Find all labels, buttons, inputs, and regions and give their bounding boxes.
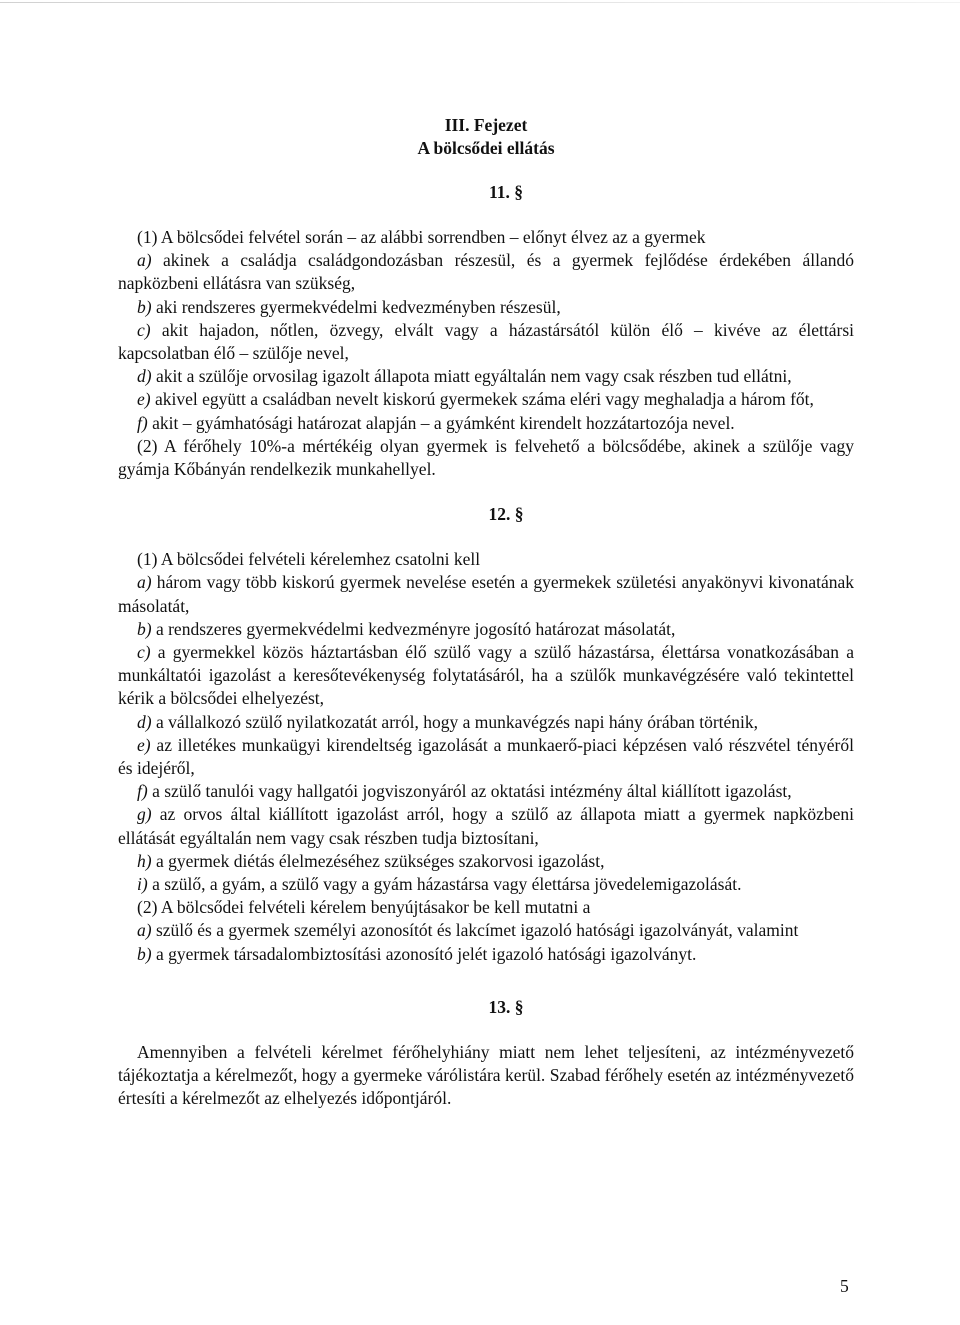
item-letter: c) bbox=[137, 642, 151, 663]
list-item-12-1-f bbox=[118, 780, 854, 803]
chapter-title: A bölcsődei ellátás bbox=[417, 138, 555, 158]
item-text: a gyermek diétás élelmezéséhez szükséges szakorvosi igazolást, bbox=[151, 850, 605, 871]
list-item-12-1-d bbox=[118, 711, 854, 734]
item-text: aki rendszeres gyermekvédelmi kedvezményben részesül, bbox=[151, 296, 561, 317]
item-letter: b) bbox=[137, 943, 152, 964]
list-item-11-1-d bbox=[118, 365, 854, 388]
section-heading-11: 11. § bbox=[488, 182, 524, 202]
item-letter: b) bbox=[137, 618, 152, 639]
list-item-11-1-c bbox=[118, 319, 854, 365]
item-text: szülő és a gyermek személyi azonosítót és lakcímet igazoló hatósági igazolványát, valamint bbox=[151, 920, 799, 941]
item-text: három vagy több kiskorú gyermek nevelése esetén a gyermekek születési anyakönyvi kivonatának másolatát, bbox=[118, 572, 854, 616]
item-letter: a) bbox=[137, 920, 152, 941]
item-text: akivel együtt a családban nevelt kiskorú gyermekek száma eléri vagy meghaladja a három főt, bbox=[150, 389, 814, 410]
item-letter: e) bbox=[137, 389, 151, 410]
list-item-12-2-b bbox=[118, 943, 854, 966]
item-text: akit – gyámhatósági határozat alapján – a gyámként kirendelt hozzátartozója nevel. bbox=[147, 412, 735, 433]
item-text: akit hajadon, nőtlen, özvegy, elvált vagy a házastársától külön élő – kivéve az élettársi kapcsolatban élő – szülője nevel, bbox=[118, 319, 854, 364]
item-letter: a) bbox=[137, 572, 152, 593]
list-item-12-1-a bbox=[118, 571, 854, 617]
item-text: a szülő, a gyám, a szülő vagy a gyám házastársa vagy élettársa jövedelemigazolását. bbox=[147, 874, 742, 895]
item-text: akit a szülője orvosilag igazolt állapota miatt egyáltalán nem vagy csak részben tud ellátni, bbox=[151, 366, 792, 387]
paragraph-13: Amennyiben a felvételi kérelmet férőhelyhiány miatt nem lehet teljesíteni, az intézményvezető tájékoztatja a kérelmezőt, hogy a gyermeke várólistára kerül. Szabad férőhely esetén az intézményvezető értesíti a kérelmezőt az elhelyezés időpontjáról. bbox=[118, 1041, 854, 1109]
item-text: a gyermek társadalombiztosítási azonosító jelét igazoló hatósági igazolványt. bbox=[151, 943, 697, 964]
item-letter: b) bbox=[137, 296, 152, 317]
list-item-12-2-a bbox=[118, 919, 854, 942]
paragraph-11-1-lead: (1) A bölcsődei felvétel során – az alábbi sorrendben – előnyt élvez az a gyermek bbox=[137, 227, 706, 247]
item-letter: g) bbox=[137, 804, 152, 825]
item-letter: f) bbox=[137, 781, 148, 802]
item-letter: e) bbox=[137, 734, 151, 755]
item-text: a szülő tanulói vagy hallgatói jogviszonyáról az oktatási intézmény által kiállított igazolást, bbox=[147, 781, 792, 802]
list-item-12-1-i bbox=[118, 873, 854, 896]
item-text: akinek a családja családgondozásban részesül, és a gyermek fejlődése érdekében állandó napközbeni ellátásra van szükség, bbox=[118, 250, 854, 294]
item-letter: c) bbox=[137, 319, 151, 340]
list-item-11-1-a bbox=[118, 249, 854, 295]
list-item-12-1-e bbox=[118, 734, 854, 780]
item-text: az illetékes munkaügyi kirendeltség igazolását a munkaerő-piaci képzésen való részvétel tényéről és idejéről, bbox=[118, 734, 854, 779]
item-letter: d) bbox=[137, 366, 152, 387]
list-item-12-1-c bbox=[118, 641, 854, 711]
list-item-12-1-h bbox=[118, 850, 854, 873]
list-item-11-1-e bbox=[118, 388, 854, 411]
list-item-11-1-f bbox=[118, 412, 854, 435]
item-letter: h) bbox=[137, 850, 152, 871]
paragraph-12-1-lead: (1) A bölcsődei felvételi kérelemhez csatolni kell bbox=[137, 549, 481, 570]
paragraph-12-2-lead: (2) A bölcsődei felvételi kérelem benyújtásakor be kell mutatni a bbox=[137, 897, 591, 918]
item-letter: f) bbox=[137, 412, 148, 433]
item-text: a gyermekkel közös háztartásban élő szülő vagy a szülő házastársa, élettársa vonatkozásában a munkáltatói igazolást a keresőtevékenység folytatásáról, ha a szülők munkavégzésére való tekintettel kérik a bölcsődei elhelyezést, bbox=[118, 642, 854, 709]
list-item-12-1-b bbox=[118, 618, 854, 641]
item-text: az orvos által kiállított igazolást arról, hogy a szülő az állapota miatt a gyermek napközbeni ellátását egyáltalán nem vagy csak részben tudja biztosítani, bbox=[118, 804, 854, 848]
item-text: a vállalkozó szülő nyilatkozatát arról, hogy a munkavégzés napi hány órában történik, bbox=[151, 711, 759, 732]
page-content bbox=[118, 114, 854, 1111]
list-item-11-1-b bbox=[118, 296, 854, 319]
page-number: 5 bbox=[840, 1276, 849, 1296]
scan-edge-line bbox=[0, 2, 960, 3]
item-letter: a) bbox=[137, 250, 152, 271]
paragraph-11-2: (2) A férőhely 10%-a mértékéig olyan gyermek is felvehető a bölcsődébe, akinek a szülője vagy gyámja Kőbányán rendelkezik munkahellyel. bbox=[118, 435, 854, 480]
item-text: a rendszeres gyermekvédelmi kedvezményre jogosító határozat másolatát, bbox=[151, 618, 676, 639]
chapter-number: III. Fejezet bbox=[444, 115, 528, 135]
section-heading-13: 13. § bbox=[488, 996, 524, 1017]
item-letter: d) bbox=[137, 711, 152, 732]
section-heading-12: 12. § bbox=[488, 504, 524, 525]
item-letter: i) bbox=[137, 874, 148, 895]
list-item-12-1-g bbox=[118, 803, 854, 849]
